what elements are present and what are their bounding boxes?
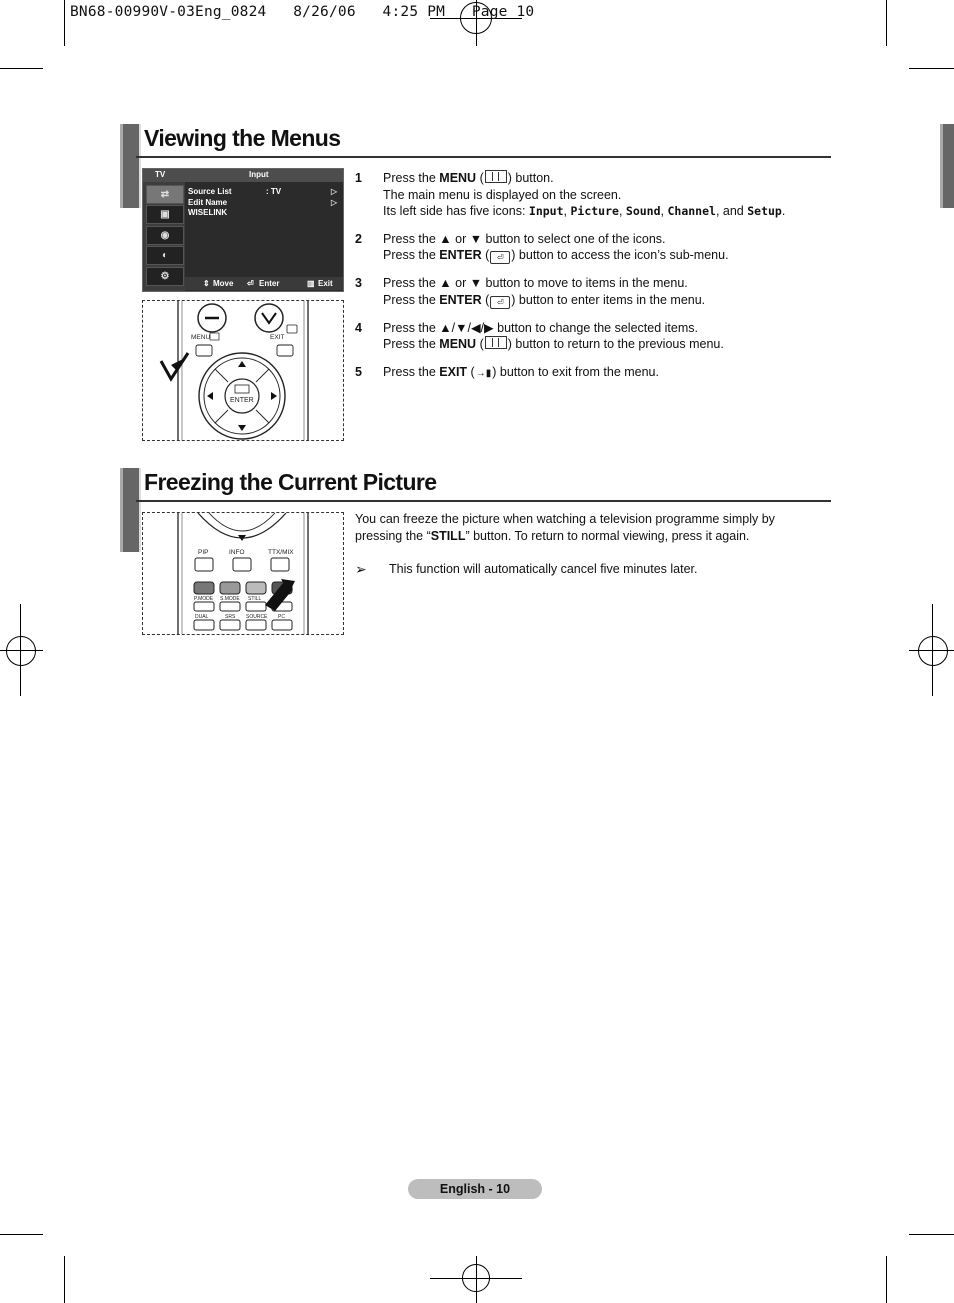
remote-illustration-menu (142, 300, 344, 441)
step-text: , and (715, 204, 748, 218)
osd-icon-column (143, 182, 185, 291)
smode-label: S.MODE (220, 596, 240, 602)
note-text: This function will automatically cancel five minutes later. (389, 562, 698, 576)
remote-still-svg (143, 513, 343, 634)
move-icon: ⇕ (203, 279, 210, 288)
key-menu: MENU (439, 171, 477, 185)
step-3-line-1: Press the ▲ or ▼ button to move to items in the menu. (383, 276, 688, 290)
input-icon: ⇄ (146, 185, 184, 204)
step-text: ) button to enter items in the menu. (511, 292, 706, 307)
step-5-line-1: Press the EXIT (→▮) button to exit from the menu. (383, 364, 835, 383)
note-arrow-icon: ➢ (355, 561, 367, 577)
osd-header-title: Input (249, 170, 269, 179)
side-tab (940, 124, 954, 208)
registration-mark (6, 636, 36, 666)
crop-mark (64, 0, 65, 46)
enter-icon: ⏎ (490, 296, 510, 309)
key-enter: ENTER (439, 248, 482, 262)
step-1 (355, 170, 835, 220)
step-text: Its left side has five icons: (383, 204, 529, 218)
step-3 (355, 275, 835, 309)
step-2-line-1: Press the ▲ or ▼ button to select one of the icons. (383, 231, 666, 246)
crop-mark (886, 1256, 887, 1303)
picture-icon: ▣ (146, 205, 184, 224)
remote-menu-svg (143, 301, 343, 440)
osd-item-source-list: Source List (188, 187, 232, 196)
menu-icon (485, 336, 507, 349)
crop-mark (0, 68, 43, 69)
print-slug: BN68-00990V-03Eng_0824 8/26/06 4:25 PM Page 10 (70, 4, 535, 20)
info-label: INFO (229, 549, 245, 556)
icon-name-input: Input (528, 204, 564, 218)
step-number: 2 (355, 231, 362, 246)
crop-mark (886, 0, 887, 46)
key-still: STILL (430, 529, 466, 543)
step-text: Press the (383, 337, 440, 351)
chevron-right-icon: ▷ (331, 187, 338, 196)
key-exit: EXIT (439, 364, 468, 379)
enter-icon: ⏎ (490, 251, 510, 264)
sound-icon: ◉ (146, 226, 184, 245)
step-3-line-2: Press the ENTER ( ⏎ ) button to enter items in the menu. (383, 292, 706, 307)
setup-icon: ⚙ (146, 267, 184, 286)
icon-name-channel: Channel (667, 204, 716, 218)
step-text: Press the (383, 292, 440, 307)
section-bar (120, 468, 141, 552)
exit-icon: ▥ (307, 279, 315, 288)
crop-mark (64, 1256, 65, 1303)
step-4 (355, 320, 835, 353)
osd-footer-exit: Exit (318, 279, 333, 288)
registration-mark (918, 636, 948, 666)
osd-footer-bar (185, 277, 343, 290)
exit-label: EXIT (270, 334, 285, 341)
page-footer: English - 10 (408, 1179, 542, 1199)
section-title-viewing-menus: Viewing the Menus (144, 125, 341, 151)
menu-icon (485, 170, 507, 183)
crop-mark (909, 1234, 954, 1235)
step-number: 1 (355, 171, 362, 185)
channel-icon: ◐ (146, 246, 184, 265)
step-text: ) button to access the icon’s sub-menu. (511, 248, 729, 262)
icon-name-setup: Setup (747, 204, 782, 218)
step-text: Press the (383, 171, 440, 185)
step-1-line-1: Press the MENU ( ) button. (383, 171, 554, 185)
dual-label: DUAL (195, 614, 209, 620)
osd-header-bar (143, 169, 343, 182)
step-text: ) button to return to the previous menu. (507, 337, 724, 351)
section-bar (120, 124, 141, 208)
step-5 (355, 364, 835, 383)
osd-footer-enter: Enter (259, 279, 280, 288)
step-text: ) button. (507, 171, 554, 185)
still-label: STILL (248, 596, 262, 602)
section-title-freezing-picture: Freezing the Current Picture (144, 469, 437, 495)
freeze-description (355, 511, 825, 545)
enter-icon: ⏎ (247, 279, 254, 288)
osd-item-edit-name: Edit Name (188, 198, 228, 207)
step-1-line-2: The main menu is displayed on the screen. (383, 187, 622, 202)
step-number: 3 (355, 276, 362, 290)
key-enter: ENTER (439, 292, 482, 307)
step-text: Press the (383, 364, 440, 379)
key-menu: MENU (439, 337, 477, 351)
section-rule (136, 156, 831, 158)
source-label: SOURCE (246, 614, 268, 620)
step-2 (355, 231, 835, 265)
step-4-line-2: Press the MENU ( ) button to return to the previous menu. (383, 337, 724, 351)
step-text: Press the (383, 248, 440, 262)
pmode-label: P.MODE (194, 596, 214, 602)
step-2-line-2: Press the ENTER ( ⏎ ) button to access the icon’s sub-menu. (383, 248, 729, 262)
remote-illustration-still (142, 512, 344, 635)
step-number: 4 (355, 320, 362, 335)
para-text: ” button. To return to normal viewing, press it again. (465, 529, 750, 543)
ttx-label: TTX/MIX (268, 549, 294, 556)
section-rule (136, 500, 831, 502)
icon-name-picture: Picture (570, 204, 619, 218)
chevron-right-icon: ▷ (331, 198, 338, 207)
exit-icon: →▮ (475, 367, 492, 379)
osd-menu-screenshot (142, 168, 344, 292)
para-text: You can freeze the picture when watching a television programme simply by pressing the “ (355, 512, 775, 543)
pc-label: PC (278, 614, 285, 620)
osd-footer-move: Move (213, 279, 234, 288)
step-4-line-1: Press the ▲/▼/◀/▶ button to change the selected items. (383, 320, 698, 335)
pip-label: PIP (198, 549, 209, 556)
crop-mark (0, 1234, 43, 1235)
steps-list (355, 170, 835, 393)
osd-item-wiselink: WISELINK (188, 208, 228, 217)
icon-name-sound: Sound (625, 204, 661, 218)
osd-tab-tv: TV (155, 170, 166, 179)
srs-label: SRS (225, 614, 236, 620)
step-text: ) button to exit from the menu. (492, 364, 659, 379)
step-number: 5 (355, 364, 362, 379)
registration-mark (462, 1264, 490, 1292)
osd-item-source-value: : TV (266, 187, 282, 196)
menu-label: MENU (191, 334, 211, 341)
enter-label: ENTER (230, 397, 254, 404)
crop-mark (909, 68, 954, 69)
step-1-line-3: Its left side has five icons: Input, Picture, Sound, Channel, and Setup. (383, 204, 786, 218)
